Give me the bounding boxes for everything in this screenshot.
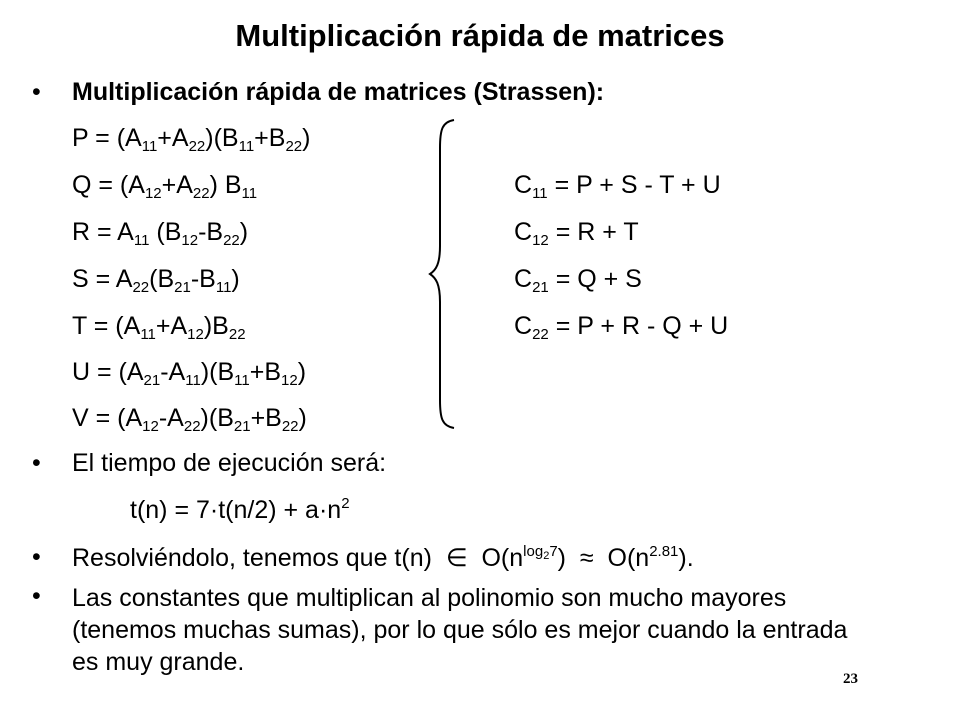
bullet-marker: • bbox=[32, 582, 41, 610]
page-number: 23 bbox=[843, 671, 858, 687]
bullet-constants: Las constantes que multiplican al polinomio son mucho mayores (tenemos muchas sumas), por lo que sólo es mejor cuando la entrada es muy grande. bbox=[72, 584, 848, 676]
bullet-marker: • bbox=[32, 543, 41, 571]
result-C22: $C_{22} = P + R - Q + U$ bbox=[514, 312, 729, 343]
curly-brace bbox=[428, 118, 458, 430]
slide-title: Multiplicación rápida de matrices bbox=[235, 18, 725, 53]
formula-Q: $Q = (A_{12}+A_{22})$ $B_{11}$ bbox=[72, 171, 258, 202]
bullet-marker: • bbox=[32, 449, 41, 477]
bullet-runtime: El tiempo de ejecución será: bbox=[72, 449, 387, 477]
recurrence: $t(n) = 7\cdot t(n/2) + a\cdot n^2$ bbox=[130, 495, 350, 524]
result-C12: $C_{12} = R + T$ bbox=[514, 218, 639, 249]
formula-V: $V = (A_{12}-A_{22})(B_{21}+B_{22})$ bbox=[72, 404, 307, 435]
formula-T: $T = (A_{11}+A_{12})B_{22}$ bbox=[72, 312, 246, 343]
result-C11: $C_{11} = P + S - T + U$ bbox=[514, 171, 721, 202]
bullet-solution: Resolviéndolo, tenemos que t(n) ∈ $O(n^{log_27}) \approx O(n^{2.81})$. bbox=[72, 543, 694, 572]
bullet-strassen: Multiplicación rápida de matrices (Strassen): bbox=[72, 78, 605, 106]
result-C21: $C_{21} = Q + S$ bbox=[514, 265, 642, 296]
formula-S: $S = A_{22}(B_{21}-B_{11})$ bbox=[72, 265, 240, 296]
bullet-marker: • bbox=[32, 78, 41, 106]
formula-U: $U = (A_{21}-A_{11})(B_{11}+B_{12})$ bbox=[72, 358, 307, 389]
formula-R: $R = A_{11}$ $(B_{12}-B_{22})$ bbox=[72, 218, 249, 249]
formula-P: $P = (A_{11}+A_{22})(B_{11}+B_{22})$ bbox=[72, 124, 311, 155]
